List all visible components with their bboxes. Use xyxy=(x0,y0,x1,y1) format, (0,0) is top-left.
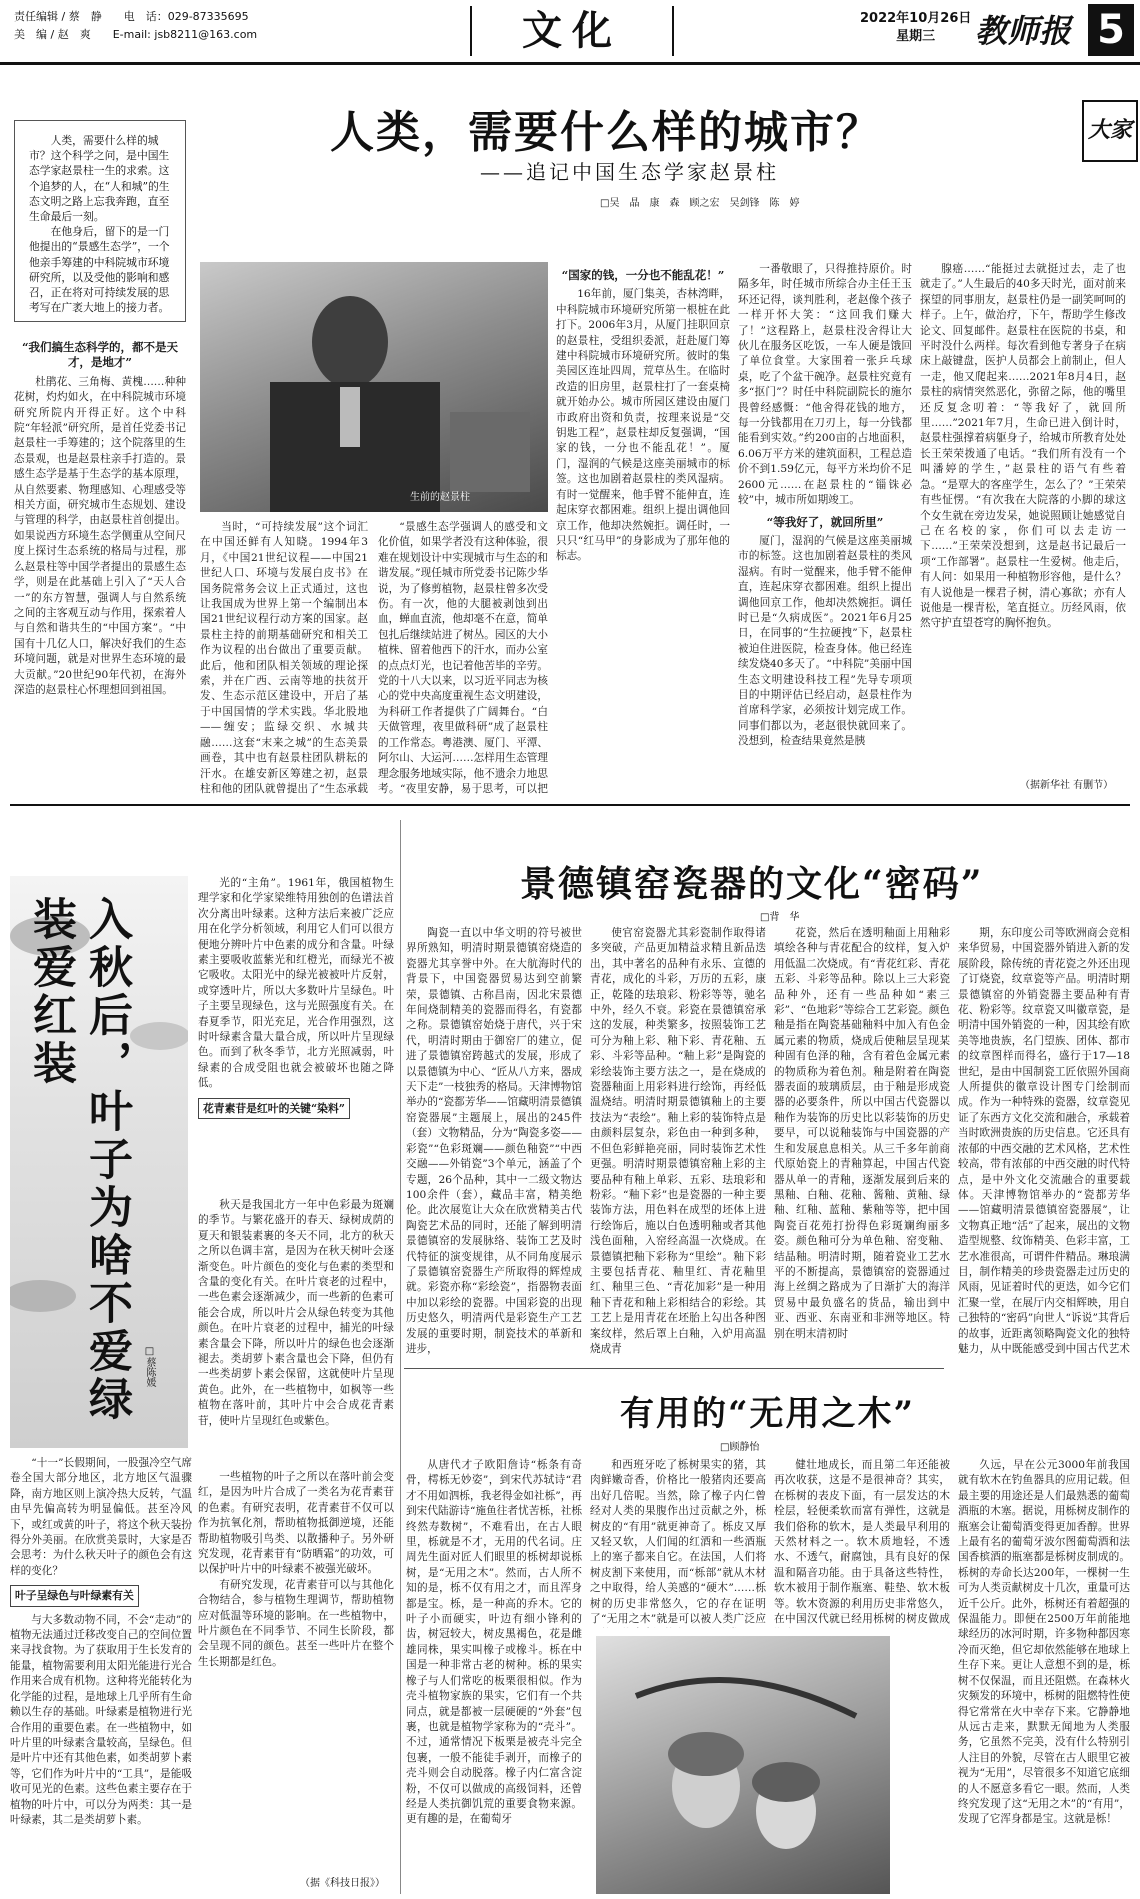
weekday-text: 星期三 xyxy=(896,29,936,44)
article1-text-7: 腺癌……“能挺过去就挺过去，走了也就走了。”人生最后的40多天时光，面对前来探望的同事朋友，赵景柱仍是一副笑呵呵的样子。上午，做治疗，下午，帮助学生修改论文、回复邮件。赵景柱在医院的书桌，和平时没什么两样。每次看到他专著身子在病床上敲键盘，医护人员都会上前制止，但人一走，他又爬起来……2021年8月4日，赵景柱的病情突然恶化，弥留之际，他的嘴里还反复念叨着：“等我好了，就回所里……”2021年7月，生命已进入倒计时，赵景柱强撑着病躯身子，给城市所教育处处长王荣荣拨通了电话。“我们所有没有一个叫潘婷的学生，”赵景柱的语气有些着急。“是覃大的客座学生，怎么了？”王荣荣有些怔愣。“有次我在大院落的小脚的球这个女生就在旁边发呆，她说照顾让她感觉自己在名校的家，你们可以去走访一下……”王荣荣没想到，这是赵书记最后一项“工作部署”。赵景柱一生爱树。他走后，有人问：如果用一种植物形容他，是什么？有人说他是一棵君子树，清心寡欲；亦有人说他是一棵青松，笔直挺立。历经风雨，依然守护直望苍穹的胸怀抱负。 xyxy=(920,263,1126,630)
article3-text-2: 和西班牙吃了栎树果实的猪，其肉鲜嫩奇香，价格比一般猪肉还要高出好几倍呢。当然，除了橡子内仁曾经对人类的果腹作出过贡献之外，栎树皮的“有用”就更神奇了。栎皮又厚又轻又软，人们闻的红酒和一些酒瓶上的塞子都来自它。在法国，人们将树皮割下来使用，而“栎部”就从木材之中取得，给人美感的“硬木”……栎树的历史非常悠久，它的存在证明了“无用之木”就是可以被人类广泛应 xyxy=(590,1459,766,1626)
article1-text-3: “景感生态学强调人的感受和文化价值，如果学者没有这种体验，很难在规划设计中实现城市与生态的和谐发展。”现任城市所党委书记陈少华说，为了修剪植物，赵景柱曾多次受伤。有一次，他的大腿被剥蚀到出血，蝉血直流，他却毫不在意，简单包扎后继续站进了树丛。园区的大小植株、留着他西下的汗水，而办公室的点点灯光，也记着他苦毕的辛劳。党的十八大以来，以习近平同志为核心的党中央高度重视生态文明建设，为科研工作者提供了广阔舞台。“白天做管理，夜里做科研”成了赵景柱的工作常态。粤港澳、厦门、平潭、阿尔山、大运河……怎样用生态管理理念服务地域实际，他不遗余力地思考。“夜里安静，易于思考，可以把 xyxy=(378,521,548,795)
article4-text-1: 光的“主角”。1961年，俄国植物生理学家和化学家梁维特用独创的色谱法首次分离出叶绿素。这种方法后来被广泛应用在化学分析领域，利用它人们可以很方便地分辨叶片中色素的成分和含量。叶绿素主要吸收蓝紫光和红橙光，而绿光不被它吸收。太阳光中的绿光被被叶片反射，或穿透叶片，所以大多数叶片呈绿色。叶子主要呈现绿色，这与光照强度有关。在春夏季节，阳光充足，光合作用强烈，这时叶绿素含量大量合成，所以叶片呈现绿色。而到了秋冬季节，北方光照减弱，叶绿素的合成受阻也就会被破坏也随之降低。 xyxy=(198,877,394,1090)
article1-byline: □吴 晶 康 森 顾之宏 吴剑锋 陈 婷 xyxy=(600,198,800,209)
article2-text-2: 使官窑瓷器尤其彩瓷制作取得诸多突破，产品更加精益求精且新品迭出，其中著名的品种有永乐、宣德的青花，成化的斗彩，万历的五彩，康正，乾隆的珐琅彩、粉彩等等，驰名中外，经久不衰。彩瓷在景德镇窑承这的发展，种类繁多，按照装饰工艺可分为釉上彩、釉下彩、青花釉、五彩、斗彩等品种。“釉上彩”是陶瓷的彩绘装饰主要方法之一，是在烧成的瓷器釉面上用彩料进行绘饰，再经低温烧结。明清时期景德镇釉上的主要技法为“表绘”。釉上彩的装饰特点是由颜料层复杂，彩色由一种到多种，不但色彩鲜艳亮丽，同时装饰艺术性更强。明清时期景德镇窑釉上彩的主要品种有釉上单彩、五彩、珐琅彩和粉彩。“釉下彩”也是瓷器的一种主要装饰方法，用色料在成型的坯体上进行绘饰后，施以白色透明釉或者其他浅色面釉，入窑经高温一次烧成。在景德镇把釉下彩称为“里绘”。釉下彩主要包括青花、釉里红、青花釉里红、釉里三色、“青花加彩”是一种用釉下青花和釉上彩相结合的彩绘。其工艺上是用青花在坯胎上勾出各种图案纹样，然后罩上白釉，入炉用高温烧成青 xyxy=(590,927,766,1355)
section-title: 文化 xyxy=(470,6,674,56)
article1-credit: （据新华社 有删节） xyxy=(1020,780,1114,791)
article4-text-6: 有研究发现，花青素苷可以与其他化合物结合，参与植物生理调节，帮助植物应对低温等环境的影响。在一些植物中，叶片颜色在不同季节、不同生长阶段，都会呈现不同的颜色。甚至一些叶片在整个生长期都是红色。 xyxy=(198,1578,394,1668)
portrait-photo xyxy=(200,262,548,512)
article3-text-3: 健壮地成长，而且第二年还能被再次收获，这是不是很神奇？其实，在栎树的表皮下面，有一层发达的木栓层，轻便柔软而富有弹性，这就是我们俗称的软木，是人类最早利用的天然材料之一。软木质地轻，不透水、不透气，耐腐蚀，具有良好的保温和隔音功能。由于具备这些特性，软木被用于制作瓶塞、鞋垫、软木板等。软木资源的利用历史非常悠久，在中国汉代就已经用栎树的树皮做成 xyxy=(774,1459,950,1626)
article1-col1 xyxy=(14,334,186,794)
article1-text-4: 16年前，厦门集美，杏林湾畔，中科院城市环境研究所第一根桩在此打下。2006年3月，从厦门挂职回京的赵景柱，受组织委派，赶赴厦门筹建中科院城市环境研究所。彼时的集美园区连址四周，荒草丛生。在临时改造的旧房里，赵景柱打了一套桌椅就开始办公。城市所园区建设由厦门市政府出资和负责，按理来说是“交钥匙工程”，赵景柱却反复强调，“国家的钱，一分也不能乱花！”。厦门，湿润的气候是这座美丽城市的标签。这也加剧着赵景柱的类风湿病。有时一觉醒来，他手臂不能伸直，连起床穿衣都困难。组织上提出调他回京工作，他却决然婉拒。调任时，一只只“红马甲”的身影成为了那年他的标志。 xyxy=(556,288,730,563)
article1-title: 人类，需要什么样的城市？ xyxy=(330,107,882,158)
editor-info xyxy=(14,8,257,44)
masthead-logo: 教师报 xyxy=(975,12,1072,50)
acorn-photo xyxy=(596,1636,890,1894)
column-badge: 大家 xyxy=(1082,100,1138,162)
article1-col2 xyxy=(200,520,368,795)
intro-paragraph-1: 人类，需要什么样的城市？这个科学之问，是中国生态学家赵景柱一生的求索。这个追梦的人，在“人和城”的生态文明之路上忘我奔跑，直至生命最后一刻。 xyxy=(29,134,170,224)
issue-date xyxy=(860,10,971,46)
article1-text-1: 杜鹃花、三角梅、黄槐……种种花树，灼灼如火，在中科院城市环境研究所院内开得正好。这个中科院“年轻派”研究所，是首任党委书记赵景柱一手筹建的；这个院落里的生态景观，也是赵景柱亲手打造的。景感生态学是基于生态学的基本原理，从自然要素、物理感知、心理感受等相关方面，研究城市生态规划、建设与管理的科学，由赵景柱首创提出。如果说西方环境生态学侧重从空间尺度上探讨生态系统的格局与过程，那么赵景柱等中国学者提出的景感生态学，则是在此基础上引入了“天人合一”的东方智慧，强调人与自然系统之间的主客观互动与作用，探索着人与自然和谐共生的“中国方案”。“中国有十几亿人口，解决好我们的生态环境问题，就是对世界生态环境的最大贡献。”20世纪90年代初，在海外深造的赵景柱心怀理想回到祖国。 xyxy=(14,375,186,696)
article3-byline: □顾静怡 xyxy=(720,1442,760,1453)
page-number: 5 xyxy=(1088,4,1134,56)
article4-col2-bottom xyxy=(198,1470,394,1866)
article3-title: 有用的“无用之木” xyxy=(620,1394,916,1434)
article1-col3 xyxy=(378,520,548,795)
article1-col5 xyxy=(738,262,912,794)
article1-intro-box xyxy=(14,120,186,322)
article1-heading-c: “等我好了，就回所里” xyxy=(766,514,884,529)
article1-text-5: 一番敬眼了，只得推持原价。时隔多年，时任城市所综合办主任王玉环还记得，谈判胜利，老赵像个孩子一样开怀大笑：“这回我们赚大了！”这程路上，赵景柱没舍得让大伙儿在服务区吃饭，一车人硬是饿回了单位食堂。大家围着一张乒乓球桌，吃了个盆干碗净。赵景柱究竟有多“抠门”？时任中科院副院长的施尔畏曾经感慨：“他舍得花钱的地方，每一分钱都用在刀刃上，每一分钱都能看到实效。”约200亩的占地面积，6.06万平方米的建筑面积，工程总造价不到1.59亿元，每平方米均价不足2600元……在赵景柱的“锱铢必较”中，城市所如期竣工。 xyxy=(738,263,912,507)
page-header xyxy=(0,0,1140,65)
column-rule xyxy=(400,820,401,1894)
article4-byline: □蔡陈媛 xyxy=(144,1346,155,1387)
article1-heading-b: “国家的钱，一分也不能乱花！” xyxy=(561,268,725,282)
article2-col2 xyxy=(590,926,766,1356)
article3-col4 xyxy=(958,1458,1130,1894)
article1-heading-a: “我们搞生态科学的，都不是天才，是地才” xyxy=(21,340,179,370)
article2-byline: □背 华 xyxy=(760,912,800,923)
article3-divider xyxy=(404,1368,944,1369)
article2-col3 xyxy=(774,926,950,1356)
article4-title: 入秋后，叶子为啥不爱绿装爱红装 xyxy=(25,896,132,1424)
article4-label-a: 花青素苷是红叶的关键“染料” xyxy=(198,1098,350,1119)
article4-text-4: “十一”长假期间，一股强冷空气席卷全国大部分地区，北方地区气温骤降，南方地区则上演冷热大反转，气温由早先偏高转为明显偏低。甚至冷风下，或红或黄的叶子，将这个秋天装扮得分外美丽。在欣赏美景时，大家是否会思考：为什么秋天叶子的颜色会有这样的变化？ xyxy=(10,1457,192,1577)
article4-text-5: 与大多数动物不同，不会“走动”的植物无法通过迁移改变自己的空间位置来寻找食物。为了获取用于生长发育的能量，植物需要利用太阳光能进行光合作用来合成有机物。这种将光能转化为化学能的过程，是地球上几乎所有生命赖以生存的基础。叶绿素是植物进行光合作用的重要色素。在一些植物中，如叶片里的叶绿素含量较高，呈绿色。但是叶片中还有其他色素，如类胡萝卜素等，它们作为叶片中的“工具”，是能吸收可见光的色素。这些色素主要存在于植物的叶片中，可以分为两类：其一是叶绿素，其二是类胡萝卜素。 xyxy=(10,1613,192,1826)
article4-label-b: 叶子呈绿色与叶绿素有关 xyxy=(10,1585,139,1606)
article4-credit: （据《科技日报》） xyxy=(300,1878,385,1889)
designer-line: 美 编 / 赵 爽 E-mail: jsb8211@163.com xyxy=(14,28,258,41)
article4-text-3: 一些植物的叶子之所以在落叶前会变红，是因为叶片合成了一类名为花青素苷的色素。有研究表明，花青素苷不仅可以作为抗氧化剂，帮助植物抵御逆境，还能帮助植物吸引鸟类、以散播种子。另外研究发现，花青素苷有“防晒霜”的功效，可以保护叶片中的叶绿素不被强光破坏。 xyxy=(198,1471,394,1576)
article1-col4 xyxy=(556,262,730,794)
article2-text-1: 陶瓷一直以中华文明的符号被世界所熟知，明清时期景德镇窑烧造的瓷器尤其享誉中外。在大航海时代的背景下，中国瓷器贸易达到空前繁荣，景德镇、古称昌南，因北宋景德年间烧制精美的瓷器而得名，有瓷都之称。景德镇窑始烧于唐代，兴于宋代，明清时期由于御窑厂的建立，促进了景德镇窑跨越式的发展，形成了以景德镇为中心、“匠从八方来，器成天下走”一枝独秀的格局。天津博物馆举办的“瓷都芳华——馆藏明清景德镇窑瓷器展”主题展上，展出的245件（套）文物精品，分为“陶瓷多姿——彩瓷”“色彩斑斓——颜色釉瓷”“中西交融——外销瓷”3个单元，涵盖了个专题，26个品种，其中一二级文物达100余件（套），藏品丰富，精美绝伦。此次展览让大众在欣赏精美古代陶瓷艺术品的同时，还能了解到明清景德镇窑的发展脉络、装饰工艺及时代特征的演变规律，从不同角度展示了景德镇窑瓷器生产所取得的辉煌成就。彩瓷亦称“彩绘瓷”，指器物表面中加以彩绘的瓷器。中国彩瓷的出现历史悠久，明清两代是彩瓷生产工艺发展的重要时期，制瓷技术的革新和进步， xyxy=(406,927,582,1355)
intro-paragraph-2: 在他身后，留下的是一门他提出的“景感生态学”，一个他亲手筹建的中科院城市环境研究所，以及受他的影响和感召，正在将对可持续发展的思考写在广袤大地上的接力者。 xyxy=(29,225,170,315)
article4-col2-mid xyxy=(198,1198,394,1462)
article1-text-2: 当时，“可持续发展”这个词汇在中国还鲜有人知晓。1994年3月，《中国21世纪议程——中国21世纪人口、环境与发展白皮书》在国务院常务会议上正式通过，这也让我国成为世界上第一个编制出本国21世纪议程行动方案的国家。赵景柱主持的前期基础研究和相关工作为议程的出台做出了重要贡献。此后，他和团队相关领域的理论探索，并在广西、云南等地的扶贫开发、生态示范区建设中，开启了基于中国国情的学术实践。华北股地——缠安；监绿交织、水城共融……这套“末来之城”的生态美景画卷，其中也有赵景柱团队耕耘的汗水。在雄安新区筹建之初，赵景柱和他的团队就曾提出了“生态承载 xyxy=(200,521,368,795)
section-divider xyxy=(10,804,1130,806)
article1-col6 xyxy=(920,262,1126,770)
article3-col1 xyxy=(406,1458,582,1890)
article2-title: 景德镇窑瓷器的文化“密码” xyxy=(520,863,984,905)
article1-subtitle: ——追记中国生态学家赵景柱 xyxy=(480,160,779,184)
article2-col4 xyxy=(958,926,1130,1356)
article3-col2 xyxy=(590,1458,766,1628)
article4-text-2: 秋天是我国北方一年中色彩最为斑斓的季节。与繁花盛开的春天、绿树成荫的夏天和银装素裹的冬天不同，北方的秋天之所以色调丰富，是因为在秋天树叶会逐渐变色。叶片颜色的变化与色素的类型和含量的变化有关。在叶片衰老的过程中，一些色素会逐渐减少，而一些新的色素可能会合成，所以叶片会从绿色转变为其他颜色。在叶片衰老的过程中，捕光的叶绿素含量会下降，所以叶片的绿色也会逐渐褪去。类胡萝卜素含量也会下降，但仍有一些类胡萝卜素会保留，这就使叶片呈现黄色。此外，在一些植物中，如枫等一些植物在落叶前，其叶片中会合成花青素苷，使叶片呈现红色或紫色。 xyxy=(198,1199,394,1427)
article1-text-6: 厦门，湿润的气候是这座美丽城市的标签。这也加剧着赵景柱的类风湿病。有时一觉醒来，他手臂不能伸直，连起床穿衣都困难。组织上提出调他回京工作，他却决然婉拒。调任时已是“久病成医”。2021年6月25日，在同事的“生拉硬拽”下，赵景柱被迫住进医院，检查身体。他已经连续发烧40多天了。“中科院”美丽中国生态文明建设科技工程”先导专项项目的中期评估已经启动，赵景柱作为首席科学家，必须按计划完成工作。同事们都以为，老赵很快就回来了。没想到，检查结果竟然是胰 xyxy=(738,534,912,748)
acorn-illustration xyxy=(596,1636,890,1894)
editor-line: 责任编辑 / 蔡 静 电 话：029-87335695 xyxy=(14,10,249,23)
article2-text-3: 花瓷，然后在透明釉面上用釉彩填绘各种与青花配合的纹样，复入炉用低温二次烧成。有“青花红彩、青花五彩、斗彩等品种。除以上三大彩瓷品种外，还有一些品种如“素三彩”、“色地彩”等综合工艺彩瓷。颜色釉是指在陶瓷基础釉料中加入有色金属元素的物质，烧成后使釉层呈现某种固有色泽的釉，含有着色金属元素的物质称为着色剂。釉是附着在陶瓷器表面的玻璃质层，由于釉是形成瓷器的必要条件，所以中国古代瓷器以釉作为装饰的历史比以彩装饰的历史要早，可以说釉装饰与中国瓷器的产生和发展息息相关。从三千多年前商代原始瓷上的青釉算起，中国古代瓷器从单一的青釉，逐渐发展到后来的黑釉、白釉、花釉、酱釉、黄釉、绿釉、红釉、蓝釉、紫釉等等，把中国陶瓷百花苑打扮得色彩斑斓绚丽多姿。颜色釉可分为单色釉、窑变釉、结晶釉。明清时期，随着瓷业工艺水平的不断提高，景德镇窑的瓷器通过海上丝绸之路成为了日渐扩大的海洋贸易中最负盛名的货品，输出到中亚、西亚、东南亚和非洲等地区。特别在明末清初时 xyxy=(774,927,950,1340)
article4-col1-bottom xyxy=(10,1456,192,1892)
article4-banner xyxy=(10,876,188,1448)
article2-text-4: 期，东印度公司等欧洲商会竞相来华贸易，中国瓷器外销进入新的发展阶段，除传统的青花瓷之外还出现了订烧瓷，纹章瓷等产品。明清时期景德镇窑的外销瓷器主要品种有青花、粉彩等。纹章瓷又叫徽章瓷，是明清中国外销瓷的一种，因其绘有欧美等地贵族，名门望族、团体、都市的纹章图样而得名，盛行于17—18世纪，是由中国制瓷工匠依照外国商人所提供的徽章设计图专门绘制而成。作为一种特殊的瓷器，纹章瓷见证了东西方文化交流和融合，承载着当时欧洲贵族的历史信息。它还具有浓郁的中西交融的艺术风格，艺术性较高，带有浓郁的中西交融的时代特点，是中外文化交流融合的重要载体。天津博物馆举办的“瓷都芳华——馆藏明清景德镇窑瓷器展”，让文物真正地“活”了起来，展出的文物造型规整、纹饰精美、色彩丰富，工艺水准很高，可谓件件精品。琳琅满目，制作精美的珍贵瓷器走过历史的风雨，见证着时代的更迭，如今它们汇聚一堂，在展厅内交相辉映，用自己独特的“密码”向世人“诉说”其背后的故事，近距离领略陶瓷文化的独特魅力，从中既能感受到中国古代艺术 xyxy=(958,927,1130,1355)
article3-col3 xyxy=(774,1458,950,1628)
article4-col2-top xyxy=(198,876,394,1176)
article3-text-1: 从唐代才子欧阳詹诗“栎条有奇骨，樗栎无妙姿”，到宋代苏轼诗“君才不用如泗栎，我老得金如社栎”，再到宋代陆游诗“施鱼往者忧苦栎，社栎终然寿数树”，不难看出，在古人眼里，栎就是不才，无用的代名词。庄周先生面对匠人们眼里的栎树却说栎树，是“无用之木”。然而，古人所不知的是，栎不仅有用之才，而且浑身都是宝。栎，是一种高的乔木。它的叶子小而硬实，叶边有细小锋利的齿，树冠较大，树皮黑褐色，花是雌雄同株，果实叫橡子或橡斗。栎在中国是一种非常古老的树种。栎的果实橡子与人们常吃的板栗很相似。作为壳斗植物家族的果实，它们有一个共同点，就是都被一层硬硬的“外套”包裹，也就是植物学家称为的“壳斗”。不过，通常情况下板栗是被壳斗完全包裹，一般不能徒手剥开，而橡子的壳斗则会自动脱落。橡子内仁富含淀粉，不仅可以做成的高级饲料，还曾经是人类抗御饥荒的重要食物来源。更有趣的是，在葡萄牙 xyxy=(406,1459,582,1826)
portrait-illustration xyxy=(200,262,548,512)
article3-text-4: 久远，早在公元3000年前我国就有软木在钓鱼器具的应用记载。但最主要的用途还是人们最熟悉的葡萄酒瓶的木塞。据说，用栎树皮制作的瓶塞会让葡萄酒变得更加香醇。世界上最有名的葡萄牙波尔图葡萄酒和法国香槟酒的瓶塞都是栎树皮制成的。栎树的寿命长达200年，一棵树一生可为人类贡献树皮十几次，重量可达近千公斤。此外，栎树还有着超强的保温能力。即便在2500万年前能地球经历的冰河时期，许多物种都因寒冷而灭绝，但它却依然能够在地球上生存下来。更让人意想不到的是，栎树不仅保温，而且还阻燃。在森林火灾频发的环境中，栎树的阻燃特性使得它常常在火中幸存下来。它静静地从远古走来，默默无闻地为人类服务，它虽然不完美，没有什么特别引人注目的外貌，尽管在古人眼里它被视为“无用”，尽管很多不知道它底细的人不愿意多看它一眼。然而，人类终究发现了这“无用之木”的“有用”，发现了它浑身都是宝。这就是栎！ xyxy=(958,1459,1130,1826)
date-text: 2022年10月26日 xyxy=(860,11,972,26)
photo-caption: 生前的赵景柱 xyxy=(410,492,470,503)
article2-col1 xyxy=(406,926,582,1356)
